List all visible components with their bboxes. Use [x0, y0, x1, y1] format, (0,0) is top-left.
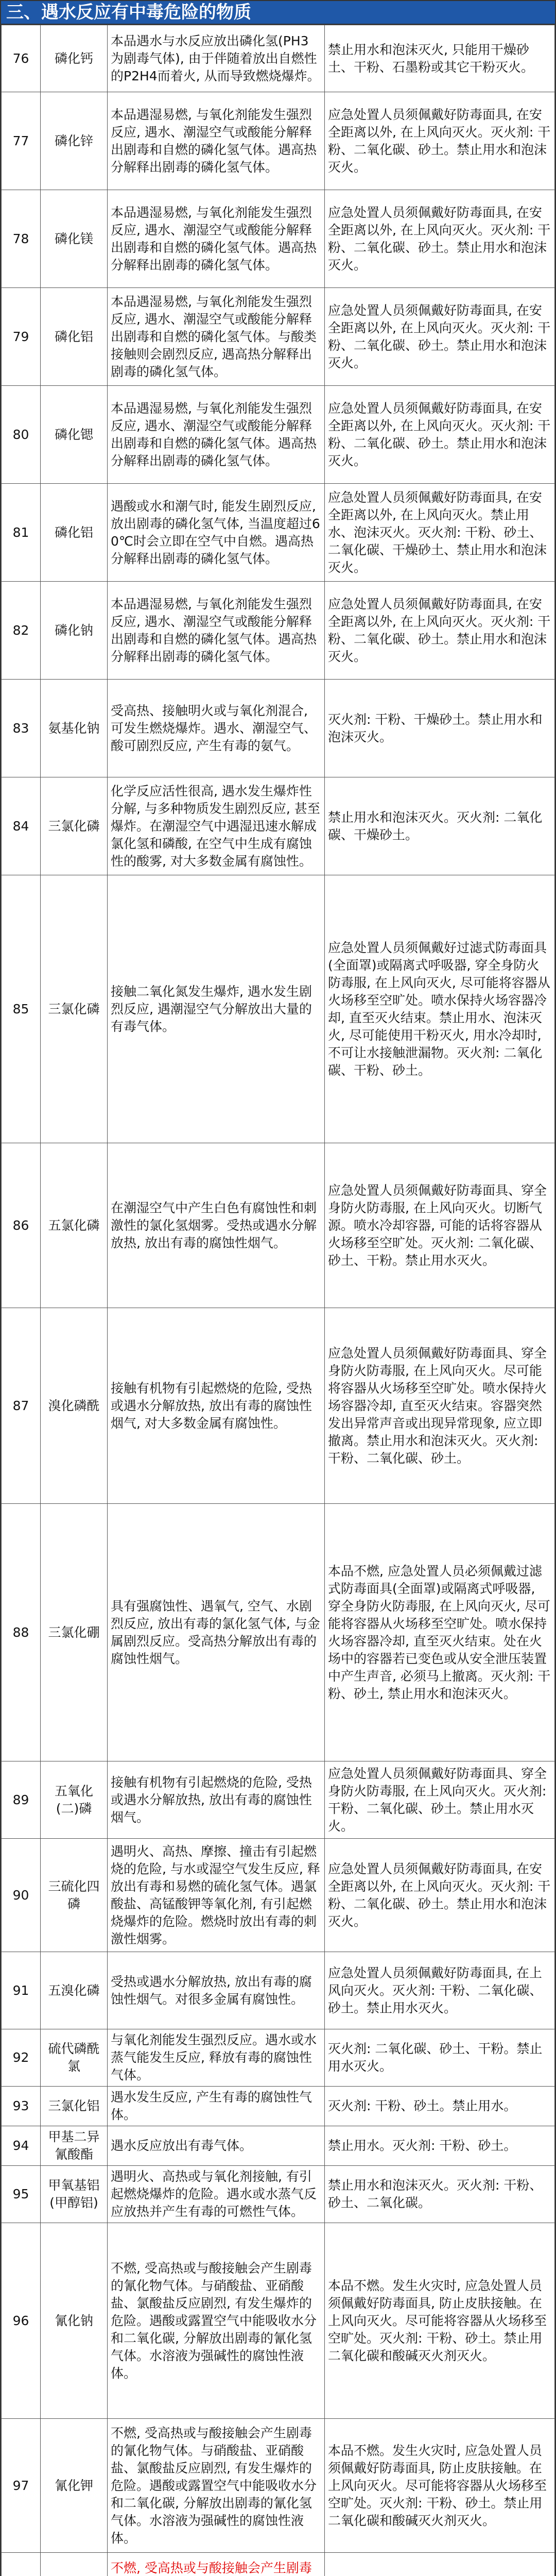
hazard-description: 不燃, 受高热或与酸接触会产生剧毒 [108, 2553, 325, 2576]
chemical-name: 三氯化硼 [41, 1504, 108, 1761]
row-number: 92 [2, 2029, 41, 2087]
chemical-name: 磷化镁 [41, 190, 108, 288]
row-number: 96 [2, 2223, 41, 2419]
table-row [2, 582, 555, 680]
response-measures: 应急处置人员须佩戴好防毒面具, 在上风向灭火。灭火剂: 干粉、二氧化碳、砂土。禁止用水灭火。 [325, 1952, 555, 2029]
row-number: 85 [2, 875, 41, 1143]
response-measures: 应急处置人员须佩戴好防毒面具、穿全身防火防毒服, 在上风向灭火。灭火剂: 干粉、二氧化碳、砂土。禁止用水灭火。 [325, 1761, 555, 1839]
chemical-name: 氰化钾 [41, 2419, 108, 2553]
row-number: 87 [2, 1308, 41, 1504]
row-number: 93 [2, 2087, 41, 2126]
response-measures: 应急处置人员须佩戴好防毒面具, 在安全距离以外, 在上风向灭火。灭火剂: 干粉、二氧化碳、砂土。禁止用水和泡沫灭火。 [325, 386, 555, 484]
row-number: 91 [2, 1952, 41, 2029]
chemical-name: 氨基化钠 [41, 680, 108, 777]
hazard-description: 遇酸或水和潮气时, 能发生剧烈反应, 放出剧毒的磷化氢气体, 当温度超过60℃时会立即在空气中自燃。遇高热分解释出剧毒的磷化氢气体。 [108, 484, 325, 582]
table-row [2, 288, 555, 386]
row-number: 83 [2, 680, 41, 777]
table-row [2, 2419, 555, 2553]
hazard-description: 化学反应活性很高, 遇水发生爆炸性分解, 与多种物质发生剧烈反应, 甚至爆炸。在潮湿空气中遇湿迅速水解成氯化氢和磷酸, 在空气中生成有腐蚀性的酸雾, 对大多数金属有腐蚀性。 [108, 777, 325, 875]
hazard-description: 不燃, 受高热或与酸接触会产生剧毒的氰化物气体。与硝酸盐、亚硝酸盐、氯酸盐反应剧烈, 有发生爆炸的危险。遇酸或露置空气中能吸收水分和二氧化碳, 分解放出剧毒的氰化氢气体。水溶液为强碱性的腐蚀性液体。 [108, 2419, 325, 2553]
chemical-name: 磷化锌 [41, 92, 108, 190]
response-measures [325, 2553, 555, 2576]
hazard-description: 本品遇水与水反应放出磷化氢(PH3为剧毒气体), 由于伴随着放出自燃性的P2H4而着火, 从而导致燃烧爆炸。 [108, 25, 325, 92]
table-row [2, 2029, 555, 2087]
response-measures: 灭火剂: 干粉、砂土。禁止用水。 [325, 2087, 555, 2126]
chemical-name: 甲氧基铝(甲醇铝) [41, 2166, 108, 2223]
response-measures: 本品不燃。发生火灾时, 应急处置人员须佩戴好防毒面具, 防止皮肤接触。在上风向灭火。尽可能将容器从火场移至空旷处。灭火剂: 干粉、砂土。禁止用二氧化碳和酸碱灭火剂灭火。 [325, 2419, 555, 2553]
chemical-name: 五溴化磷 [41, 1952, 108, 2029]
row-number: 95 [2, 2166, 41, 2223]
row-number: 84 [2, 777, 41, 875]
chemical-name: 甲基二异氰酸酯 [41, 2126, 108, 2166]
response-measures: 应急处置人员须佩戴好过滤式防毒面具(全面罩)或隔离式呼吸器, 穿全身防火防毒服, 在上风向灭火, 尽可能将容器从火场移至空旷处。喷水保持火场容器冷却, 直至灭火结束。禁止用水、泡沫灭火, 尽可能使用干粉灭火, 用水冷却时, 不可让水接触泄漏物。灭火剂: 二氧化碳、干粉、砂土。 [325, 875, 555, 1143]
table-row [2, 386, 555, 484]
response-measures: 灭火剂: 二氧化碳、砂土、干粉。禁止用水灭火。 [325, 2029, 555, 2087]
table-row [2, 2087, 555, 2126]
row-number [2, 2553, 41, 2576]
hazard-description: 遇水反应放出有毒气体。 [108, 2126, 325, 2166]
hazard-description: 遇明火、高热或与氧化剂接触, 有引起燃烧爆炸的危险。遇水或水蒸气反应放热并产生有毒的可燃性气体。 [108, 2166, 325, 2223]
row-number: 76 [2, 25, 41, 92]
response-measures: 应急处置人员须佩戴好防毒面具、穿全身防火防毒服, 在上风向灭火。尽可能将容器从火场移至空旷处。喷水保持火场容器冷却, 直至灭火结束。容器突然发出异常声音或出现异常现象, 应立即撤离。禁止用水和泡沫灭火。灭火剂: 干粉、二氧化碳、砂土。 [325, 1308, 555, 1504]
hazard-description: 受热或遇水分解放热, 放出有毒的腐蚀性烟气。对很多金属有腐蚀性。 [108, 1952, 325, 2029]
response-measures: 禁止用水和泡沫灭火。灭火剂: 干粉、砂土、二氧化碳。 [325, 2166, 555, 2223]
response-measures: 灭火剂: 干粉、干燥砂土。禁止用水和泡沫灭火。 [325, 680, 555, 777]
row-number: 88 [2, 1504, 41, 1761]
response-measures: 禁止用水。灭火剂: 干粉、砂土。 [325, 2126, 555, 2166]
chemical-name: 氰化钠 [41, 2223, 108, 2419]
hazard-description: 本品遇湿易燃, 与氧化剂能发生强烈反应, 遇水、潮湿空气或酸能分解释出剧毒和自燃的磷化氢气体。与酸类接触则会剧烈反应, 遇高热分解释出剧毒的磷化氢气体。 [108, 288, 325, 386]
table-row [2, 1761, 555, 1839]
section-title: 三、遇水反应有中毒危险的物质 [1, 1, 555, 25]
table-row [2, 190, 555, 288]
hazard-description: 不燃, 受高热或与酸接触会产生剧毒的氰化物气体。与硝酸盐、亚硝酸盐、氯酸盐反应剧烈, 有发生爆炸的危险。遇酸或露置空气中能吸收水分和二氧化碳, 分解放出剧毒的氰化氢气体。水溶液为强碱性的腐蚀性液体。 [108, 2223, 325, 2419]
table-row [2, 1839, 555, 1952]
table-row [2, 1143, 555, 1308]
response-measures: 禁止用水和泡沫灭火。灭火剂: 二氧化碳、干燥砂土。 [325, 777, 555, 875]
response-measures: 本品不燃。发生火灾时, 应急处置人员须佩戴好防毒面具, 防止皮肤接触。在上风向灭火。尽可能将容器从火场移至空旷处。灭火剂: 干粉、砂土。禁止用二氧化碳和酸碱灭火剂灭火。 [325, 2223, 555, 2419]
hazard-description: 遇水发生反应, 产生有毒的腐蚀性气体。 [108, 2087, 325, 2126]
chemical-name: 磷化铝 [41, 484, 108, 582]
table-row [2, 2126, 555, 2166]
hazard-description: 具有强腐蚀性、遇氧气, 空气、水剧烈反应, 放出有毒的氯化氢气体, 与金属剧烈反应。受高热分解放出有毒的腐蚀性烟气。 [108, 1504, 325, 1761]
hazard-description: 本品遇湿易燃, 与氧化剂能发生强烈反应, 遇水、潮湿空气或酸能分解释出剧毒和自燃的磷化氢气体。遇高热分解释出剧毒的磷化氢气体。 [108, 190, 325, 288]
table-row [2, 92, 555, 190]
hazard-description: 接触二氧化氮发生爆炸, 遇水发生剧烈反应, 遇潮湿空气分解放出大量的有毒气体。 [108, 875, 325, 1143]
row-number: 79 [2, 288, 41, 386]
response-measures: 应急处置人员须佩戴好防毒面具、穿全身防火防毒服, 在上风向灭火。切断气源。喷水冷却容器, 可能的话将容器从火场移至空旷处。灭火剂: 二氧化碳、砂土、干粉。禁止用水灭火。 [325, 1143, 555, 1308]
hazard-description: 受高热、接触明火或与氧化剂混合, 可发生燃烧爆炸。遇水、潮湿空气、酸可剧烈反应, 产生有毒的氨气。 [108, 680, 325, 777]
chemical-name: 五氧化(二)磷 [41, 1761, 108, 1839]
table-row [2, 777, 555, 875]
table-row [2, 484, 555, 582]
hazard-description: 本品遇湿易燃, 与氧化剂能发生强烈反应, 遇水、潮湿空气或酸能分解释出剧毒和自燃的磷化氢气体。遇高热分解释出剧毒的磷化氢气体。 [108, 386, 325, 484]
response-measures: 应急处置人员须佩戴好防毒面具, 在安全距离以外, 在上风向灭火。灭火剂: 干粉、二氧化碳、砂土。禁止用水和泡沫灭火。 [325, 190, 555, 288]
hazard-description: 在潮湿空气中产生白色有腐蚀性和刺激性的氯化氢烟雾。受热或遇水分解放热, 放出有毒的腐蚀性烟气。 [108, 1143, 325, 1308]
chemical-table-body [2, 25, 555, 2576]
table-row [2, 875, 555, 1143]
table-row [2, 1504, 555, 1761]
row-number: 82 [2, 582, 41, 680]
hazard-description: 本品遇湿易燃, 与氧化剂能发生强烈反应, 遇水、潮湿空气或酸能分解释出剧毒和自燃的磷化氢气体。遇高热分解释出剧毒的磷化氢气体。 [108, 92, 325, 190]
row-number: 94 [2, 2126, 41, 2166]
chemical-name: 五氯化磷 [41, 1143, 108, 1308]
table-row [2, 2553, 555, 2576]
hazard-description: 本品遇湿易燃, 与氧化剂能发生强烈反应, 遇水、潮湿空气或酸能分解释出剧毒和自燃的磷化氢气体。遇高热分解释出剧毒的磷化氢气体。 [108, 582, 325, 680]
response-measures: 应急处置人员须佩戴好防毒面具, 在安全距离以外, 在上风向灭火。禁止用水、泡沫灭火。灭火剂: 干粉、砂土、二氧化碳、干燥砂土、禁止用水和泡沫灭火。 [325, 484, 555, 582]
response-measures: 应急处置人员须佩戴好防毒面具, 在安全距离以外, 在上风向灭火。灭火剂: 干粉、二氧化碳、砂土。禁止用水和泡沫灭火。 [325, 1839, 555, 1952]
hazard-description: 接触有机物有引起燃烧的危险, 受热或遇水分解放热, 放出有毒的腐蚀性烟气, 对大多数金属有腐蚀性。 [108, 1308, 325, 1504]
response-measures: 应急处置人员须佩戴好防毒面具, 在安全距离以外, 在上风向灭火。灭火剂: 干粉、二氧化碳、砂土。禁止用水和泡沫灭火。 [325, 288, 555, 386]
chemical-name: 磷化钠 [41, 582, 108, 680]
row-number: 90 [2, 1839, 41, 1952]
chemical-name: 磷化铝 [41, 288, 108, 386]
chemical-name: 三硫化四磷 [41, 1839, 108, 1952]
chemical-name: 磷化锶 [41, 386, 108, 484]
row-number: 77 [2, 92, 41, 190]
chemical-name: 硫代磷酰氯 [41, 2029, 108, 2087]
table-row [2, 1308, 555, 1504]
row-number: 97 [2, 2419, 41, 2553]
hazard-description: 接触有机物有引起燃烧的危险, 受热或遇水分解放热, 放出有毒的腐蚀性烟气。 [108, 1761, 325, 1839]
table-row [2, 1952, 555, 2029]
response-measures: 禁止用水和泡沫灭火, 只能用干燥砂土、干粉、石墨粉或其它干粉灭火。 [325, 25, 555, 92]
table-row [2, 680, 555, 777]
response-measures: 本品不燃, 应急处置人员必须佩戴过滤式防毒面具(全面罩)或隔离式呼吸器, 穿全身防火防毒服, 在上风向灭火, 尽可能将容器从火场移至空旷处。喷水保持火场容器冷却, 直至灭火结束。处在火场中的容器若已变色或从安全泄压装置中产生声音, 必须马上撤离。灭火剂: 干粉、砂土, 禁止用水和泡沫灭火。 [325, 1504, 555, 1761]
hazard-description: 与氧化剂能发生强烈反应。遇水或水蒸气能发生反应, 释放有毒的腐蚀性气体。 [108, 2029, 325, 2087]
chemical-name: 三氯化磷 [41, 777, 108, 875]
table-row [2, 2223, 555, 2419]
response-measures: 应急处置人员须佩戴好防毒面具, 在安全距离以外, 在上风向灭火。灭火剂: 干粉、二氧化碳、砂土。禁止用水和泡沫灭火。 [325, 582, 555, 680]
chemical-name: 三氯化磷 [41, 875, 108, 1143]
row-number: 80 [2, 386, 41, 484]
row-number: 81 [2, 484, 41, 582]
table-row [2, 2166, 555, 2223]
table-row [2, 25, 555, 92]
hazard-description: 遇明火、高热、摩擦、撞击有引起燃烧的危险, 与水或湿空气发生反应, 释放出有毒和易燃的硫化氢气体。遇氯酸盐、高锰酸钾等氧化剂, 有引起燃烧爆炸的危险。燃烧时放出有毒的刺激性烟雾。 [108, 1839, 325, 1952]
chemical-name: 溴化磷酰 [41, 1308, 108, 1504]
chemical-name: 三氯化铝 [41, 2087, 108, 2126]
response-measures: 应急处置人员须佩戴好防毒面具, 在安全距离以外, 在上风向灭火。灭火剂: 干粉、二氧化碳、砂土。禁止用水和泡沫灭火。 [325, 92, 555, 190]
chemical-name: 磷化钙 [41, 25, 108, 92]
chemical-name [41, 2553, 108, 2576]
row-number: 86 [2, 1143, 41, 1308]
row-number: 78 [2, 190, 41, 288]
row-number: 89 [2, 1761, 41, 1839]
chemical-table [1, 25, 555, 2576]
